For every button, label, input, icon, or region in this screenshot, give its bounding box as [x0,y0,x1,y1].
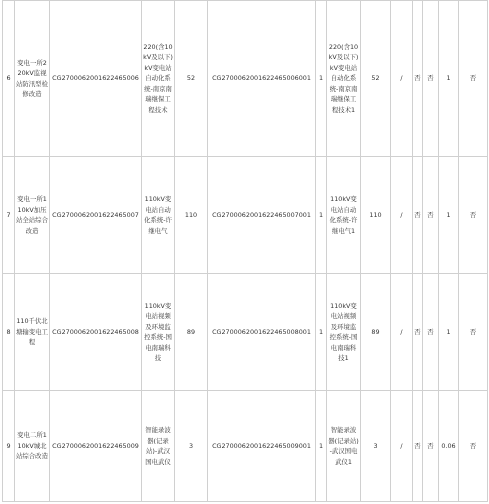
item-count-cell: 1 [316,157,327,274]
flag-cell: 否 [423,391,439,502]
package-code-cell: CG2700062001622465007 [50,157,142,274]
package-name-cell: 智能录波器(记录站)-武汉国电武仪 [142,391,175,502]
item-quantity-cell: 89 [361,274,391,391]
package-code-cell: CG2700062001622465008 [50,274,142,391]
seq-cell: 8 [3,274,15,391]
slash-cell: / [391,274,413,391]
item-name-cell: 220(含10kV及以下)kV变电站自动化系统-南京南瑞继保工程技术1 [327,1,361,157]
project-name-cell: 变电一所110kV加压站全站综合改造 [15,157,50,274]
item-name-cell: 智能录波器(记录站)-武汉国电武仪1 [327,391,361,502]
item-code-cell: CG2700062001622465008001 [208,274,316,391]
item-name-cell: 110kV变电站视频及环境监控系统-国电南瑞科技1 [327,274,361,391]
slash-cell: / [391,391,413,502]
flag-cell: 否 [413,274,423,391]
flag-cell: 否 [413,1,423,157]
package-code-cell: CG2700062001622465009 [50,391,142,502]
number-cell: 0.06 [439,391,459,502]
quantity-cell: 110 [175,157,208,274]
item-count-cell: 1 [316,1,327,157]
slash-cell: / [391,157,413,274]
flag-cell: 否 [423,1,439,157]
quantity-cell: 52 [175,1,208,157]
item-quantity-cell: 52 [361,1,391,157]
table-row [3,274,488,391]
item-code-cell: CG2700062001622465009001 [208,391,316,502]
slash-cell: / [391,1,413,157]
seq-cell: 6 [3,1,15,157]
project-name-cell: 变电二所110kV城北站综合改造 [15,391,50,502]
last-flag-cell: 否 [459,391,488,502]
number-cell: 1 [439,157,459,274]
item-count-cell: 1 [316,274,327,391]
last-flag-cell: 否 [459,1,488,157]
package-code-cell: CG2700062001622465006 [50,1,142,157]
flag-cell: 否 [413,157,423,274]
number-cell: 1 [439,274,459,391]
flag-cell: 否 [423,157,439,274]
item-quantity-cell: 110 [361,157,391,274]
item-code-cell: CG2700062001622465007001 [208,157,316,274]
table-row [3,391,488,502]
last-flag-cell: 否 [459,274,488,391]
last-flag-cell: 否 [459,157,488,274]
item-code-cell: CG2700062001622465006001 [208,1,316,157]
flag-cell: 否 [413,391,423,502]
quantity-cell: 3 [175,391,208,502]
item-quantity-cell: 3 [361,391,391,502]
project-name-cell: 110千伏北塘输变电工程 [15,274,50,391]
table-row [3,1,488,157]
item-count-cell: 1 [316,391,327,502]
package-name-cell: 110kV变电站自动化系统-许继电气 [142,157,175,274]
item-name-cell: 110kV变电站自动化系统-许继电气1 [327,157,361,274]
table-row [3,157,488,274]
procurement-table [2,0,488,502]
quantity-cell: 89 [175,274,208,391]
seq-cell: 7 [3,157,15,274]
project-name-cell: 变电一所220kV监视站防汛型检修改造 [15,1,50,157]
number-cell: 1 [439,1,459,157]
seq-cell: 9 [3,391,15,502]
package-name-cell: 110kV变电站视频及环境监控系统-国电南瑞科技 [142,274,175,391]
package-name-cell: 220(含10kV及以下)kV变电站自动化系统-南京南瑞继保工程技术 [142,1,175,157]
flag-cell: 否 [423,274,439,391]
